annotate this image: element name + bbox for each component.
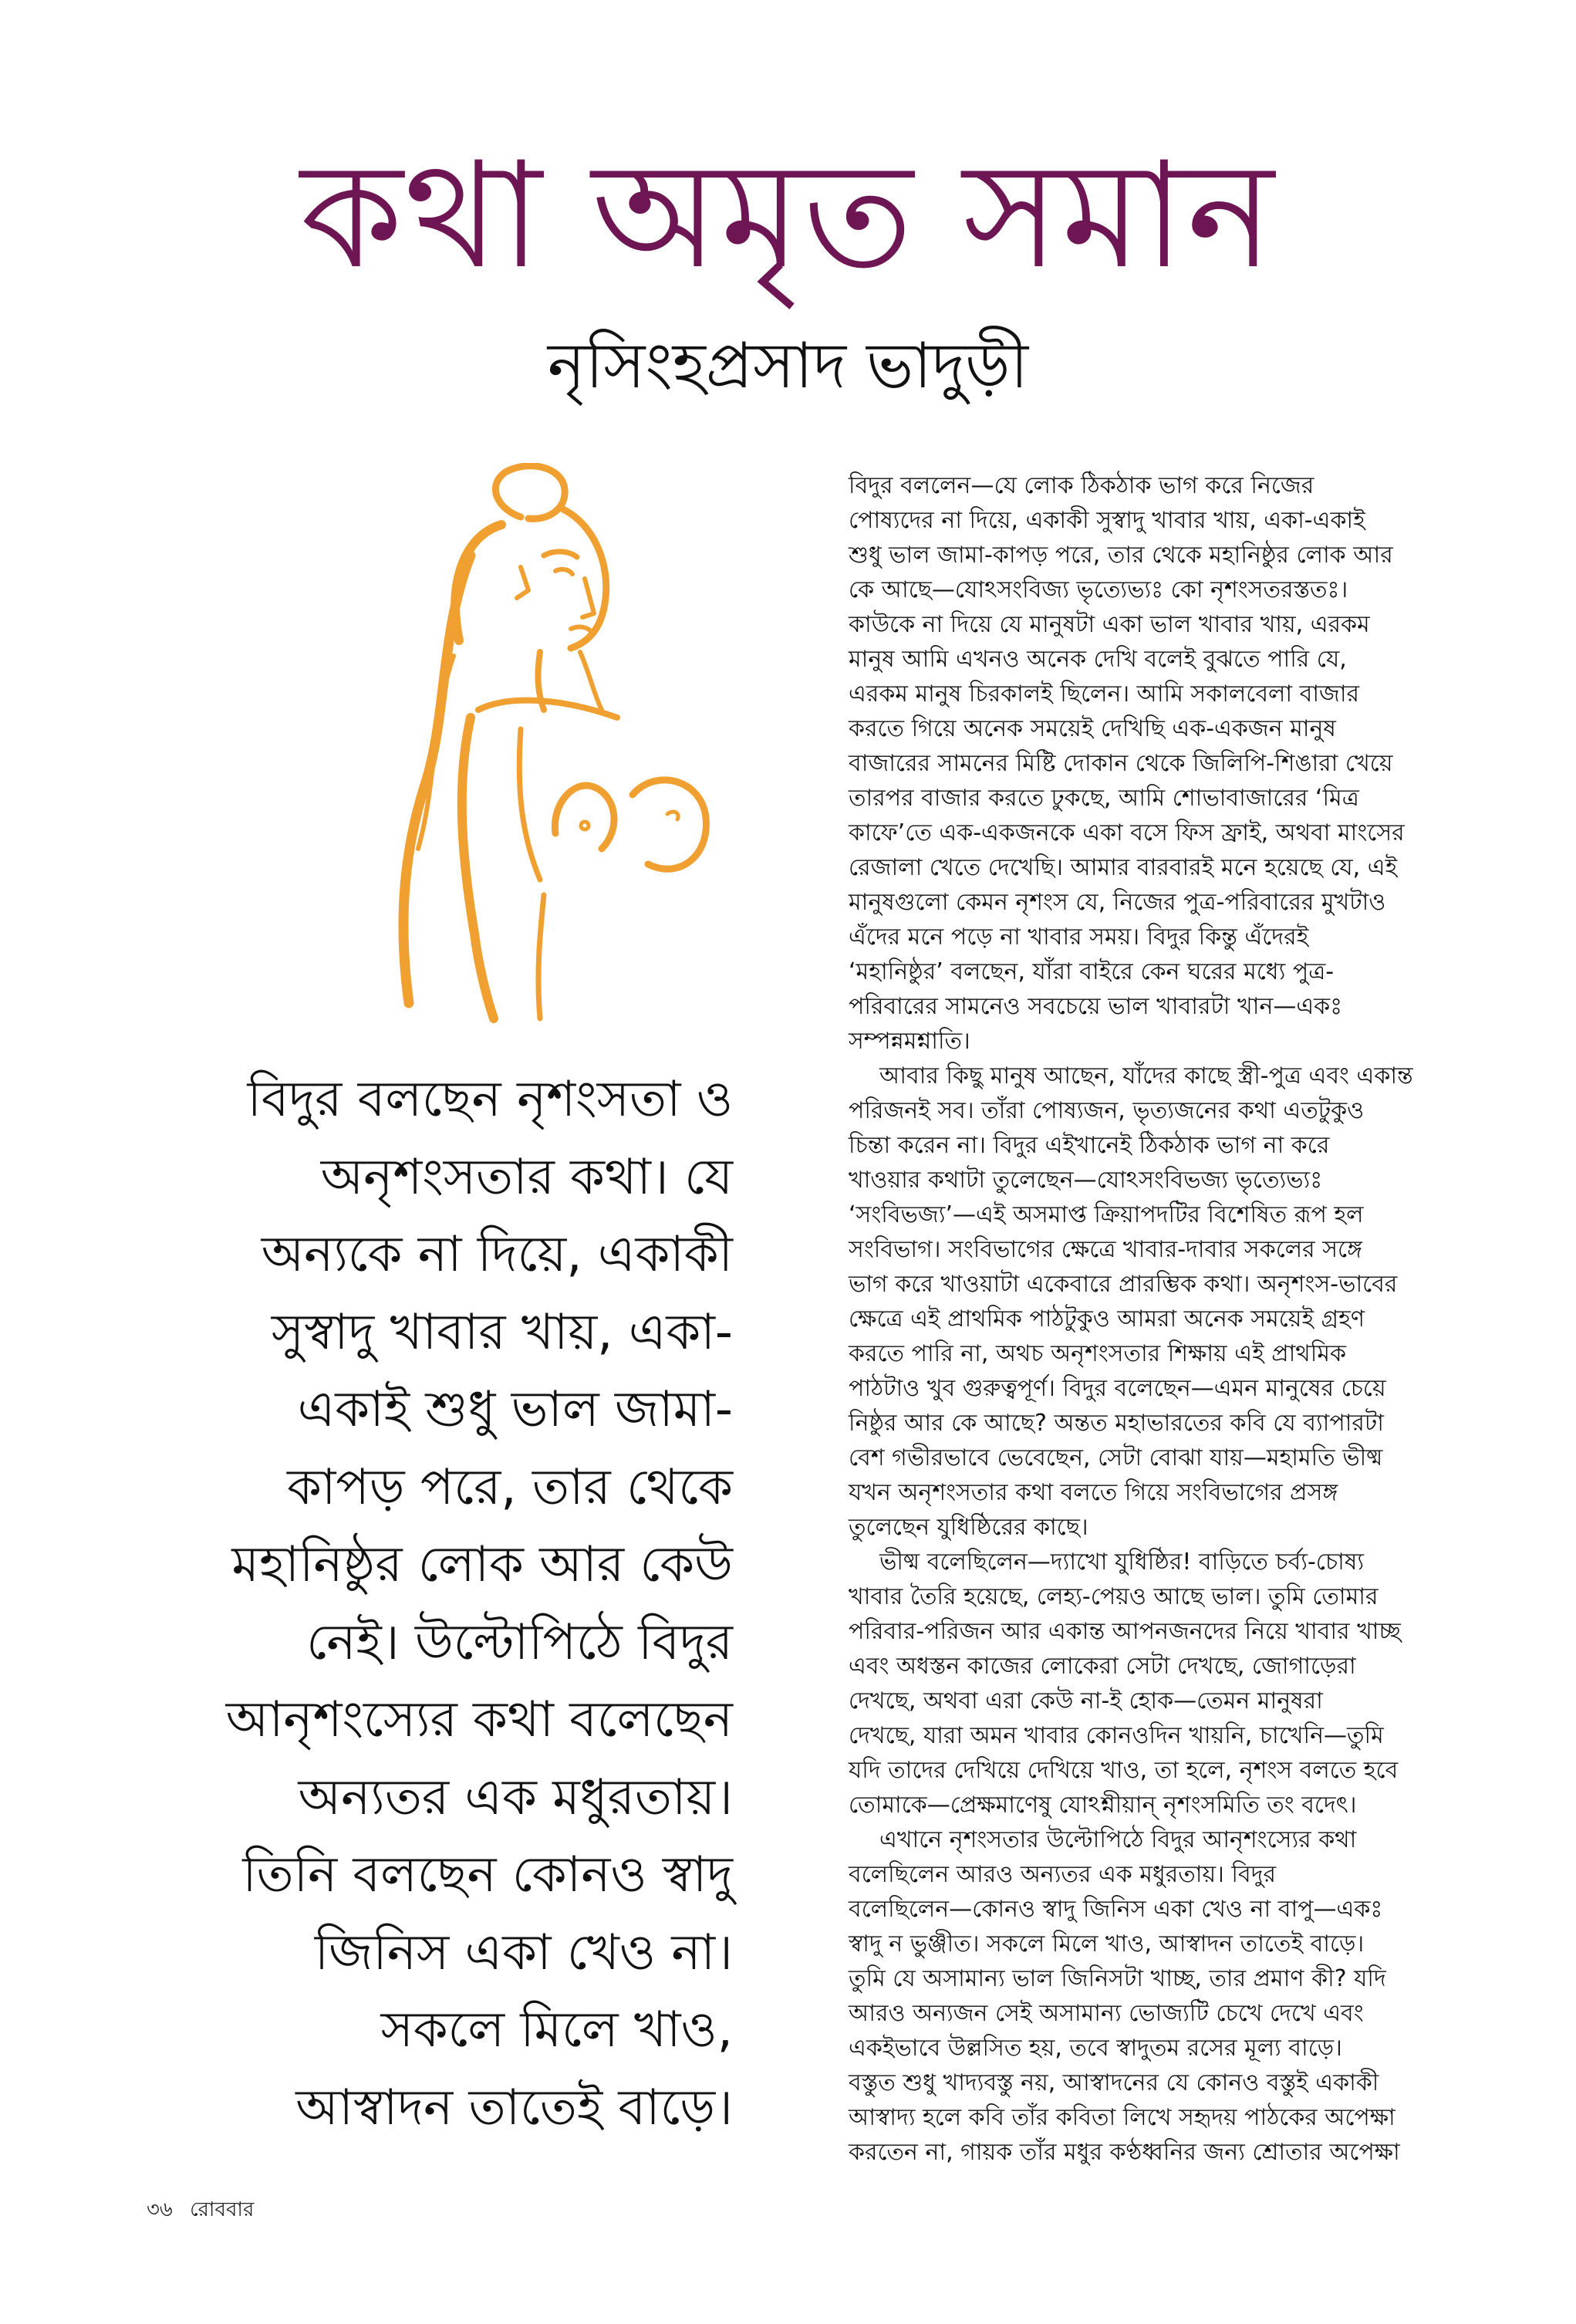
body-line: ভাগ করে খাওয়াটা একেবারে প্রারম্ভিক কথা। অনৃশংস-ভাবের: [849, 1271, 1398, 1298]
body-line: সম্পন্নমশ্নাতি।: [849, 1028, 970, 1055]
body-line: চিন্তা করেন না। বিদুর এইখানেই ঠিকঠাক ভাগ না করে: [849, 1132, 1330, 1159]
body-line: যখন অনৃশংসতার কথা বলতে গিয়ে সংবিভাগের প্রসঙ্গ: [849, 1479, 1338, 1506]
body-line: নিষ্ঠুর আর কে আছে? অন্তত মহাভারতের কবি যে ব্যাপারটা: [849, 1410, 1384, 1437]
body-line: এরকম মানুষ চিরকালই ছিলেন। আমি সকালবেলা বাজার: [849, 681, 1360, 708]
pull-quote-line: অনৃশংসতার কথা। যে: [320, 1148, 733, 1206]
body-line: পরিবারের সামনেও সবচেয়ে ভাল খাবারটা খান—একঃ: [849, 993, 1343, 1020]
body-line: খাওয়ার কথাটা তুলেছেন—যোঽসংবিভজ্য ভৃত্যেভ্যঃ: [849, 1167, 1323, 1194]
body-line: করতে পারি না, অথচ অনৃশংসতার শিক্ষায় এই প্রাথমিক: [849, 1340, 1346, 1367]
pull-quote-line: মহানিষ্ঠুর লোক আর কেউ: [231, 1536, 733, 1593]
body-line: বিদুর বললেন—যে লোক ঠিকঠাক ভাগ করে নিজের: [849, 472, 1314, 499]
body-line: মানুষ আমি এখনও অনেক দেখি বলেই বুঝতে পারি যে,: [849, 646, 1347, 673]
body-line: এবং অধস্তন কাজের লোকেরা সেটা দেখছে, জোগাড়েরা: [849, 1653, 1356, 1680]
body-line: তুলেছেন যুধিষ্ঠিরের কাছে।: [849, 1514, 1088, 1541]
body-line: এঁদের মনে পড়ে না খাবার সময়। বিদুর কিন্তু এঁদেরই: [849, 924, 1309, 951]
body-line: বাজারের সামনের মিষ্টি দোকান থেকে জিলিপি-শিঙারা খেয়ে: [849, 750, 1393, 777]
body-line: মানুষগুলো কেমন নৃশংস যে, নিজের পুত্র-পরিবারের মুখটাও: [849, 889, 1386, 916]
pull-quote-line: অন্যতর এক মধুরতায়।: [298, 1768, 733, 1826]
body-line: আবার কিছু মানুষ আছেন, যাঁদের কাছে স্ত্রী-পুত্র এবং একান্ত: [879, 1062, 1413, 1089]
body-line: পোষ্যদের না দিয়ে, একাকী সুস্বাদু খাবার খায়, একা-একাই: [849, 507, 1365, 534]
pull-quote-line: বিদুর বলছেন নৃশংসতা ও: [247, 1071, 733, 1128]
body-line: ‘মহানিষ্ঠুর’ বলছেন, যাঁরা বাইরে কেন ঘরের মধ্যে পুত্র-: [849, 958, 1335, 985]
body-line: কে আছে—যোঽসংবিজ্য ভৃত্যেভ্যঃ কো নৃশংসতরস্ততঃ।: [849, 576, 1348, 603]
body-line: স্বাদু ন ভুঞ্জীত। সকলে মিলে খাও, আস্বাদন তাতেই বাড়ে।: [849, 1930, 1365, 1957]
pull-quote-line: অন্যকে না দিয়ে, একাকী: [261, 1226, 733, 1283]
pull-quote-line: সকলে মিলে খাও,: [380, 2001, 733, 2059]
pull-quote-line: আস্বাদন তাতেই বাড়ে।: [295, 2079, 733, 2137]
body-line: কাউকে না দিয়ে যে মানুষটা একা ভাল খাবার খায়, এরকম: [849, 611, 1370, 638]
pull-quote-line: তিনি বলছেন কোনও স্বাদু: [242, 1846, 733, 1903]
body-line: একইভাবে উল্লসিত হয়, তবে স্বাদুতম রসের মূল্য বাড়ে।: [849, 2035, 1342, 2062]
page-footer: [147, 2197, 254, 2222]
pull-quote-line: আনৃশংস্যের কথা বলেছেন: [225, 1691, 733, 1748]
pull-quote-line: জিনিস একা খেও না।: [314, 1924, 733, 1981]
body-line: করতেন না, গায়ক তাঁর মধুর কণ্ঠধ্বনির জন্য শ্রোতার অপেক্ষা: [849, 2139, 1400, 2166]
body-line: দেখছে, যারা অমন খাবার কোনওদিন খায়নি, চাখেনি—তুমি: [849, 1722, 1384, 1749]
body-line: এখানে নৃশংসতার উল্টোপিঠে বিদুর আনৃশংস্যের কথা: [879, 1826, 1357, 1853]
pull-quote-line: কাপড় পরে, তার থেকে: [287, 1458, 733, 1516]
body-line: খাবার তৈরি হয়েছে, লেহ্য-পেয়ও আছে ভাল। তুমি তোমার: [849, 1583, 1379, 1610]
body-line: যদি তাদের দেখিয়ে দেখিয়ে খাও, তা হলে, নৃশংস বলতে হবে: [849, 1757, 1399, 1784]
body-line: ভীষ্ম বলেছিলেন—দ্যাখো যুধিষ্ঠির! বাড়িতে চর্ব্য-চোষ্য: [879, 1549, 1365, 1576]
body-line: তোমাকে—প্রেক্ষমাণেষু যোঽশ্নীয়ান্‌ নৃশংসমিতি তং বদেৎ।: [849, 1792, 1357, 1819]
body-line: বেশ গভীরভাবে ভেবেছেন, সেটা বোঝা যায়—মহামতি ভীষ্ম: [849, 1444, 1383, 1471]
body-line: শুধু ভাল জামা-কাপড় পরে, তার থেকে মহানিষ্ঠুর লোক আর: [849, 542, 1393, 569]
body-line: পাঠটাও খুব গুরুত্বপূর্ণ। বিদুর বলেছেন—এমন মানুষের চেয়ে: [849, 1375, 1386, 1402]
magazine-name: রোববার: [190, 2198, 255, 2221]
body-line: রেজালা খেতে দেখেছি। আমার বারবারই মনে হয়েছে যে, এই: [849, 854, 1398, 881]
pull-quote: [147, 1061, 733, 2147]
pull-quote-line: নেই। উল্টোপিঠে বিদুর: [306, 1613, 733, 1671]
body-line: পরিবার-পরিজন আর একান্ত আপনজনদের নিয়ে খাবার খাচ্ছ: [849, 1618, 1401, 1645]
pull-quote-line: একাই শুধু ভাল জামা-: [297, 1381, 733, 1438]
body-line: তুমি যে অসামান্য ভাল জিনিসটা খাচ্ছ, তার প্রমাণ কী? যদি: [849, 1965, 1386, 1992]
article-title: কথা অমৃত সমান: [300, 130, 1276, 301]
body-line: ক্ষেত্রে এই প্রাথমিক পাঠটুকুও আমরা অনেক সময়েই গ্রহণ: [849, 1306, 1365, 1333]
body-line: দেখছে, অথবা এরা কেউ না-ই হোক—তেমন মানুষরা: [849, 1687, 1323, 1714]
body-line: বলেছিলেন আরও অন্যতর এক মধুরতায়। বিদুর: [849, 1861, 1276, 1888]
body-line: বস্তুত শুধু খাদ্যবস্তু নয়, আস্বাদনের যে কোনও বস্তুই একাকী: [849, 2069, 1379, 2096]
body-line: সংবিভাগ। সংবিভাগের ক্ষেত্রে খাবার-দাবার সকলের সঙ্গে: [849, 1236, 1362, 1263]
body-line: ‘সংবিভজ্য’—এই অসমাপ্ত ক্রিয়াপদটির বিশেষিত রূপ হল: [849, 1201, 1364, 1228]
body-line: আরও অন্যজন সেই অসামান্য ভোজ্যটি চেখে দেখে এবং: [849, 2000, 1364, 2027]
page-number: ৩৬: [147, 2198, 173, 2221]
pull-quote-line: সুস্বাদু খাবার খায়, একা-: [271, 1303, 733, 1361]
body-line: কাফে’তে এক-একজনকে একা বসে ফিস ফ্রাই, অথবা মাংসের: [849, 819, 1405, 846]
body-line: তারপর বাজার করতে ঢুকছে, আমি শোভাবাজারের ‘মিত্র: [849, 785, 1359, 812]
author-name: নৃসিংহপ্রসাদ ভাদুড়ী: [547, 329, 1029, 403]
body-text-column: [849, 468, 1462, 2170]
body-line: আস্বাদ্য হলে কবি তাঁর কবিতা লিখে সহৃদয় পাঠকের অপেক্ষা: [849, 2104, 1395, 2131]
female-figure-sketch-icon: [363, 463, 725, 1026]
body-line: বলেছিলেন—কোনও স্বাদু জিনিস একা খেও না বাপু—একঃ: [849, 1896, 1383, 1923]
body-line: পরিজনই সব। তাঁরা পোষ্যজন, ভৃত্যজনের কথা এতটুকুও: [849, 1097, 1365, 1124]
body-line: করতে গিয়ে অনেক সময়েই দেখিছি এক-একজন মানুষ: [849, 715, 1336, 742]
